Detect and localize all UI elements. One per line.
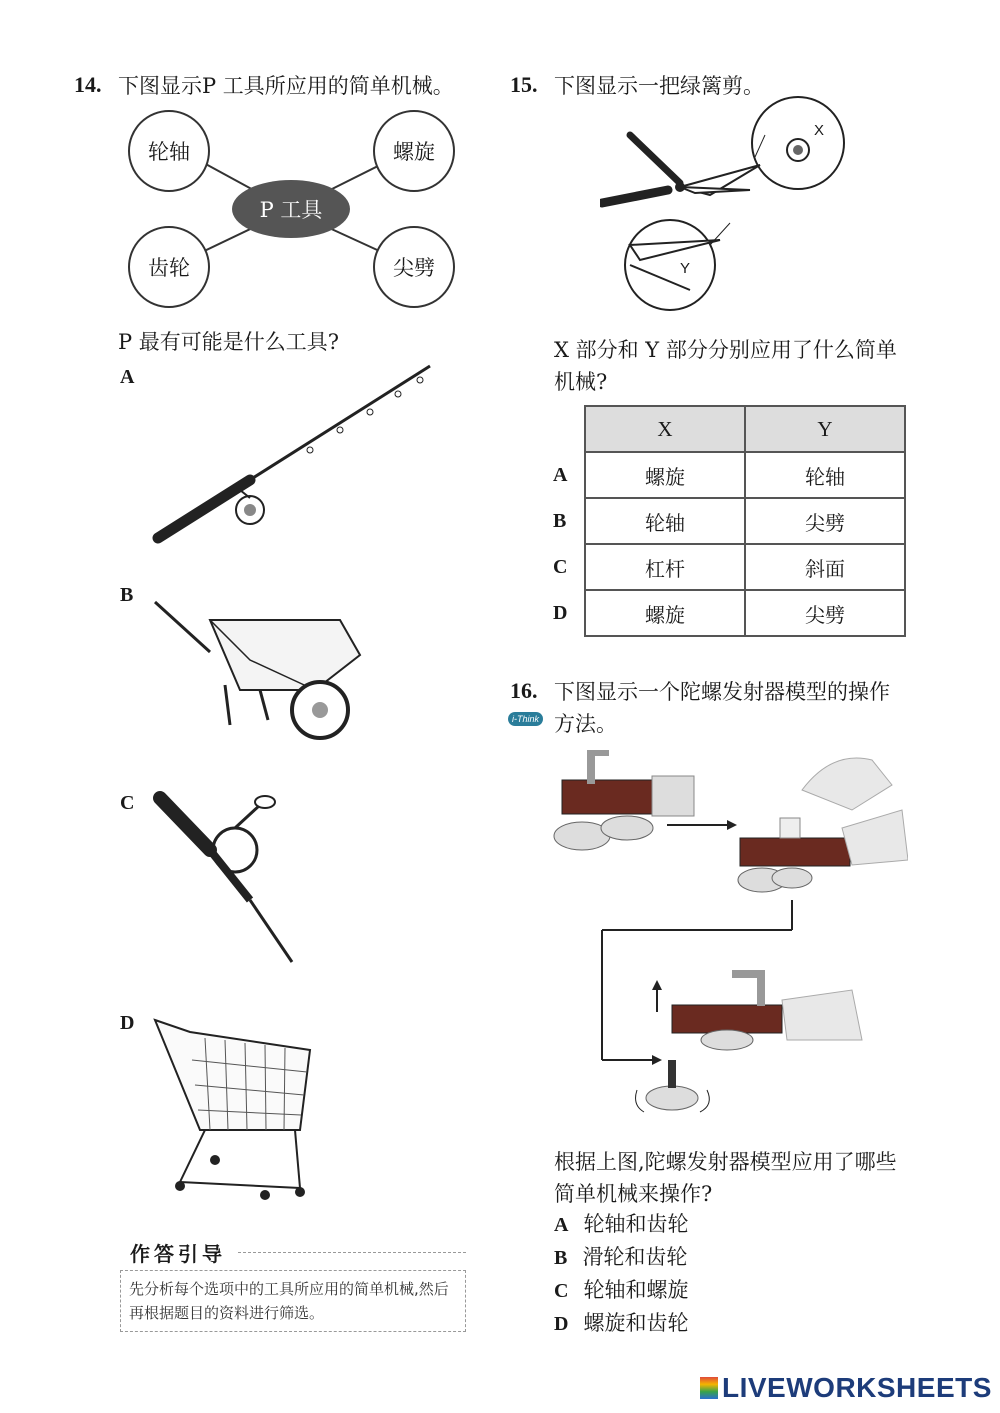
bubble-screw: 螺旋 <box>373 110 455 192</box>
label-x: X <box>814 122 825 139</box>
q16-option-a[interactable] <box>554 1208 689 1238</box>
wheelbarrow-icon <box>150 590 370 750</box>
row-label: C <box>553 555 568 578</box>
question-15-text: 下图显示一把绿篱剪。 <box>554 74 764 98</box>
guide-text: 先分析每个选项中的工具所应用的简单机械,然后再根据题目的资料进行筛选。 <box>120 1270 466 1332</box>
option-text: 轮轴和螺旋 <box>583 1278 689 1302</box>
hand-drill-icon <box>150 790 300 970</box>
table-row[interactable] <box>552 590 905 636</box>
row-label: A <box>553 463 568 486</box>
cell-x: 杠杆 <box>585 544 745 590</box>
guide-title: 作答引导 <box>130 1242 226 1266</box>
option-label: C <box>554 1280 569 1302</box>
option-a-label[interactable]: A <box>120 366 135 388</box>
q16-option-c[interactable] <box>554 1274 689 1304</box>
question-16-text: 下图显示一个陀螺发射器模型的操作方法。 <box>554 680 890 736</box>
option-label: D <box>554 1313 569 1335</box>
gyro-launcher-diagram <box>552 740 908 1130</box>
i-think-badge: i-Think <box>508 712 543 726</box>
question-16-prompt: 根据上图,陀螺发射器模型应用了哪些简单机械来操作? <box>554 1150 897 1206</box>
table-header-y: Y <box>745 406 905 452</box>
option-d-label[interactable]: D <box>120 1012 135 1034</box>
bubble-gear: 齿轮 <box>128 226 210 308</box>
option-c-label[interactable]: C <box>120 792 135 814</box>
row-label: D <box>553 601 568 624</box>
q16-option-b[interactable] <box>554 1241 687 1271</box>
label-y: Y <box>680 260 691 277</box>
option-label: B <box>554 1247 568 1269</box>
option-label: A <box>554 1214 569 1236</box>
table-row[interactable] <box>552 544 905 590</box>
bubble-wheel-axle: 轮轴 <box>128 110 210 192</box>
cell-x: 螺旋 <box>585 590 745 636</box>
liveworksheets-brand[interactable]: LIVEWORKSHEETS <box>722 1372 992 1403</box>
table-row[interactable] <box>552 498 905 544</box>
cell-y: 尖劈 <box>745 498 905 544</box>
question-15-prompt: X 部分和 Y 部分分别应用了什么简单机械? <box>554 338 897 394</box>
cell-y: 轮轴 <box>745 452 905 498</box>
q16-option-d[interactable] <box>554 1307 689 1337</box>
bubble-wedge: 尖劈 <box>373 226 455 308</box>
fishing-rod-icon <box>140 360 440 560</box>
cell-x: 螺旋 <box>585 452 745 498</box>
liveworksheets-logo-icon <box>700 1377 718 1399</box>
shopping-cart-icon <box>150 1010 330 1200</box>
guide-divider <box>238 1252 466 1253</box>
cell-y: 斜面 <box>745 544 905 590</box>
q15-answer-table <box>552 405 906 637</box>
row-label: B <box>553 509 567 532</box>
option-text: 滑轮和齿轮 <box>582 1245 688 1269</box>
cell-y: 尖劈 <box>745 590 905 636</box>
p-tool-center: P 工具 <box>232 180 350 238</box>
table-row[interactable] <box>552 452 905 498</box>
option-b-label[interactable]: B <box>120 584 134 606</box>
table-header-x: X <box>585 406 745 452</box>
cell-x: 轮轴 <box>585 498 745 544</box>
question-14-text: 下图显示P 工具所应用的简单机械。 <box>118 74 454 98</box>
question-16-number: 16. <box>510 678 538 703</box>
question-14-number: 14. <box>74 72 102 97</box>
option-text: 螺旋和齿轮 <box>583 1311 689 1335</box>
option-text: 轮轴和齿轮 <box>583 1212 689 1236</box>
question-15-number: 15. <box>510 72 538 97</box>
question-14-prompt: P 最有可能是什么工具? <box>118 330 340 354</box>
